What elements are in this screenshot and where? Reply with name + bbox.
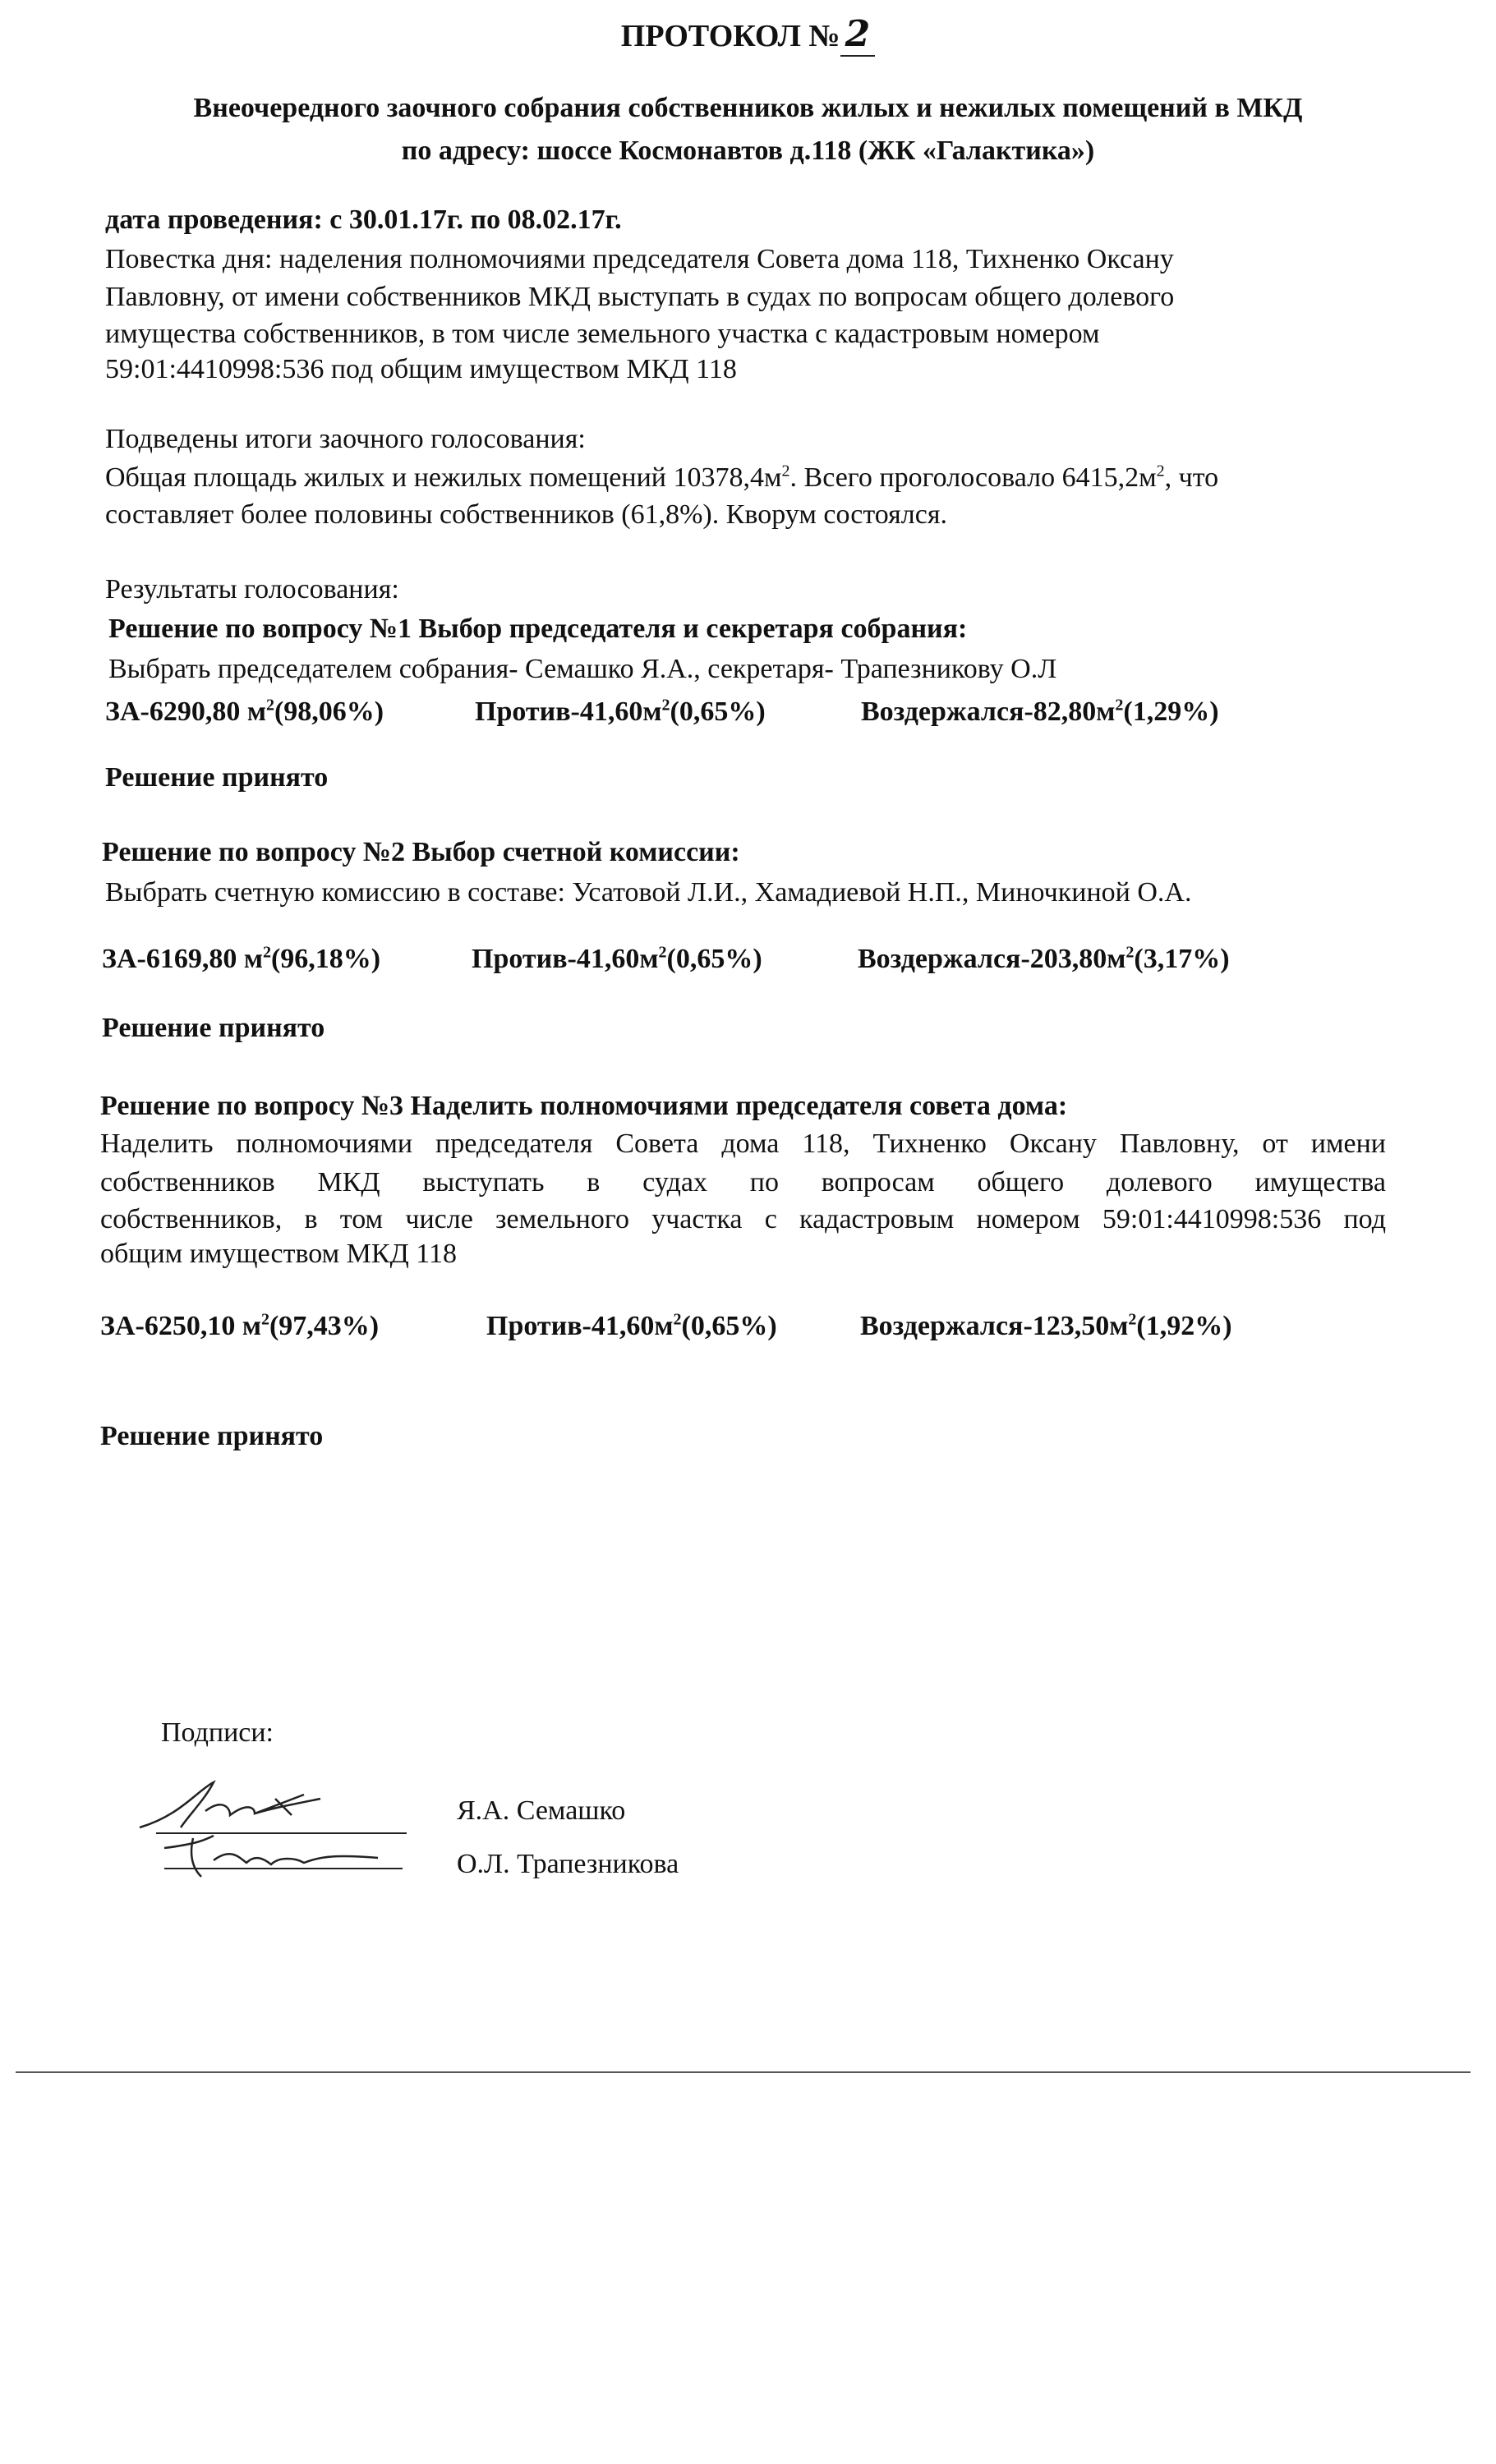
votes-against: Против-$41,60м^2(0,65\%)$ bbox=[486, 1310, 777, 1341]
summary-line-1: Общая площадь жилых и нежилых помещений $10378,4м^2$. Всего проголосовало $6415,2м^2$, что bbox=[105, 462, 1219, 493]
question-3-votes bbox=[100, 1310, 1232, 1343]
agenda-line: Павловну, от имени собственников МКД выступать в судах по вопросам общего долевого bbox=[105, 282, 1175, 312]
signatures-heading: Подписи: bbox=[161, 1717, 274, 1748]
question-2-decision: Решение принято bbox=[102, 1013, 325, 1043]
votes-for: ЗА-6250,10 $м^2(97,43\%)$ bbox=[100, 1310, 380, 1341]
votes-abstain: Воздержался-$203,80м^2(3,17\%)$ bbox=[858, 943, 1230, 974]
question-1-votes bbox=[105, 696, 1219, 729]
question-1-title: Решение по вопросу №1 Выбор председателя и секретаря собрания: bbox=[108, 614, 968, 644]
signatory-name: О.Л. Трапезникова bbox=[457, 1849, 679, 1879]
votes-abstain: Воздержался-$123,50м^2(1,92\%)$ bbox=[860, 1310, 1232, 1341]
summary-line-2: составляет более половины собственников (61,8%). Кворум состоялся. bbox=[105, 499, 947, 530]
title-prefix: ПРОТОКОЛ № bbox=[620, 19, 840, 53]
votes-abstain: Воздержался-$82,80м^2(1,29\%)$ bbox=[861, 696, 1219, 727]
signatory-name: Я.А. Семашко bbox=[457, 1795, 626, 1826]
heading-line-1: Внеочередного заочного собрания собственников жилых и нежилых помещений в МКД bbox=[193, 93, 1303, 123]
question-3-title: Решение по вопросу №3 Наделить полномочиями председателя совета дома: bbox=[100, 1091, 1068, 1121]
signature-images bbox=[131, 1766, 419, 1889]
heading-line-2: по адресу: шоссе Космонавтов д.118 (ЖК «Галактика») bbox=[401, 136, 1095, 166]
question-1-text: Выбрать председателем собрания- Семашко Я.А., секретаря- Трапезникову О.Л bbox=[108, 654, 1057, 684]
agenda-line: имущества собственников, в том числе земельного участка с кадастровым номером bbox=[105, 319, 1100, 349]
signature-1-icon bbox=[140, 1782, 407, 1833]
question-3-text: собственников, в том числе земельного участка с кадастровым номером 59:01:4410998:536 под bbox=[100, 1204, 1386, 1234]
votes-against: Против-$41,60м^2(0,65\%)$ bbox=[475, 696, 766, 727]
signature-2-icon bbox=[164, 1836, 403, 1877]
question-3-text: общим имуществом МКД 118 bbox=[100, 1239, 457, 1269]
votes-against: Против-$41,60м^2(0,65\%)$ bbox=[472, 943, 762, 974]
question-2-title: Решение по вопросу №2 Выбор счетной комиссии: bbox=[102, 837, 740, 867]
question-3-text: Наделить полномочиями председателя Совета дома 118, Тихненко Оксану Павловну, от имени bbox=[100, 1129, 1386, 1159]
agenda-line: Повестка дня: наделения полномочиями председателя Совета дома 118, Тихненко Оксану bbox=[105, 244, 1174, 274]
divider-line bbox=[16, 2071, 1471, 2073]
question-2-text: Выбрать счетную комиссию в составе: Усатовой Л.И., Хамадиевой Н.П., Миночкиной О.А. bbox=[105, 877, 1192, 908]
meeting-date: дата проведения: с 30.01.17г. по 08.02.17г. bbox=[105, 205, 622, 235]
question-3-text: собственников МКД выступать в судах по вопросам общего долевого имущества bbox=[100, 1167, 1386, 1198]
question-3-decision: Решение принято bbox=[100, 1421, 324, 1451]
protocol-number-handwritten: 2 bbox=[840, 13, 876, 57]
question-2-votes bbox=[102, 943, 1230, 976]
votes-for: ЗА-6290,80 $м^2(98,06\%)$ bbox=[105, 696, 384, 727]
results-heading: Результаты голосования: bbox=[105, 574, 399, 605]
votes-for: ЗА-6169,80 $м^2(96,18\%)$ bbox=[102, 943, 381, 974]
question-1-decision: Решение принято bbox=[105, 762, 329, 793]
summary-heading: Подведены итоги заочного голосования: bbox=[105, 424, 586, 454]
document-title bbox=[0, 13, 1496, 55]
agenda-line: 59:01:4410998:536 под общим имуществом МКД 118 bbox=[105, 354, 737, 384]
